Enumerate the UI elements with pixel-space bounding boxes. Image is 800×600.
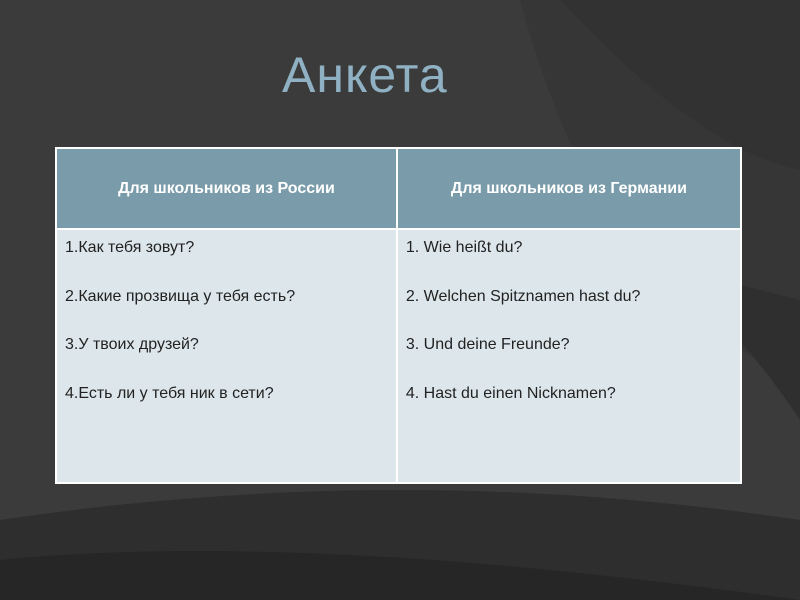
survey-table <box>55 147 742 484</box>
table-row <box>56 229 741 483</box>
question-de-4: 4. Hast du einen Nicknamen? <box>405 384 616 402</box>
germany-questions-cell <box>397 229 741 483</box>
table-header-row <box>56 148 741 229</box>
question-ru-2: 2.Какие прозвища у тебя есть? <box>65 287 296 305</box>
header-germany: Для школьников из Германии <box>397 148 741 229</box>
russia-questions-cell <box>56 229 397 483</box>
slide-title: Анкета <box>282 47 448 103</box>
question-de-1: 1. Wie heißt du? <box>405 239 523 256</box>
question-ru-1: 1.Как тебя зовут? <box>65 239 195 256</box>
question-de-2: 2. Welchen Spitznamen hast du? <box>405 287 641 305</box>
header-russia: Для школьников из России <box>56 148 397 229</box>
question-ru-4: 4.Есть ли у тебя ник в сети? <box>65 384 274 402</box>
question-de-3: 3. Und deine Freunde? <box>405 336 570 353</box>
question-ru-3: 3.У твоих друзей? <box>65 336 199 353</box>
